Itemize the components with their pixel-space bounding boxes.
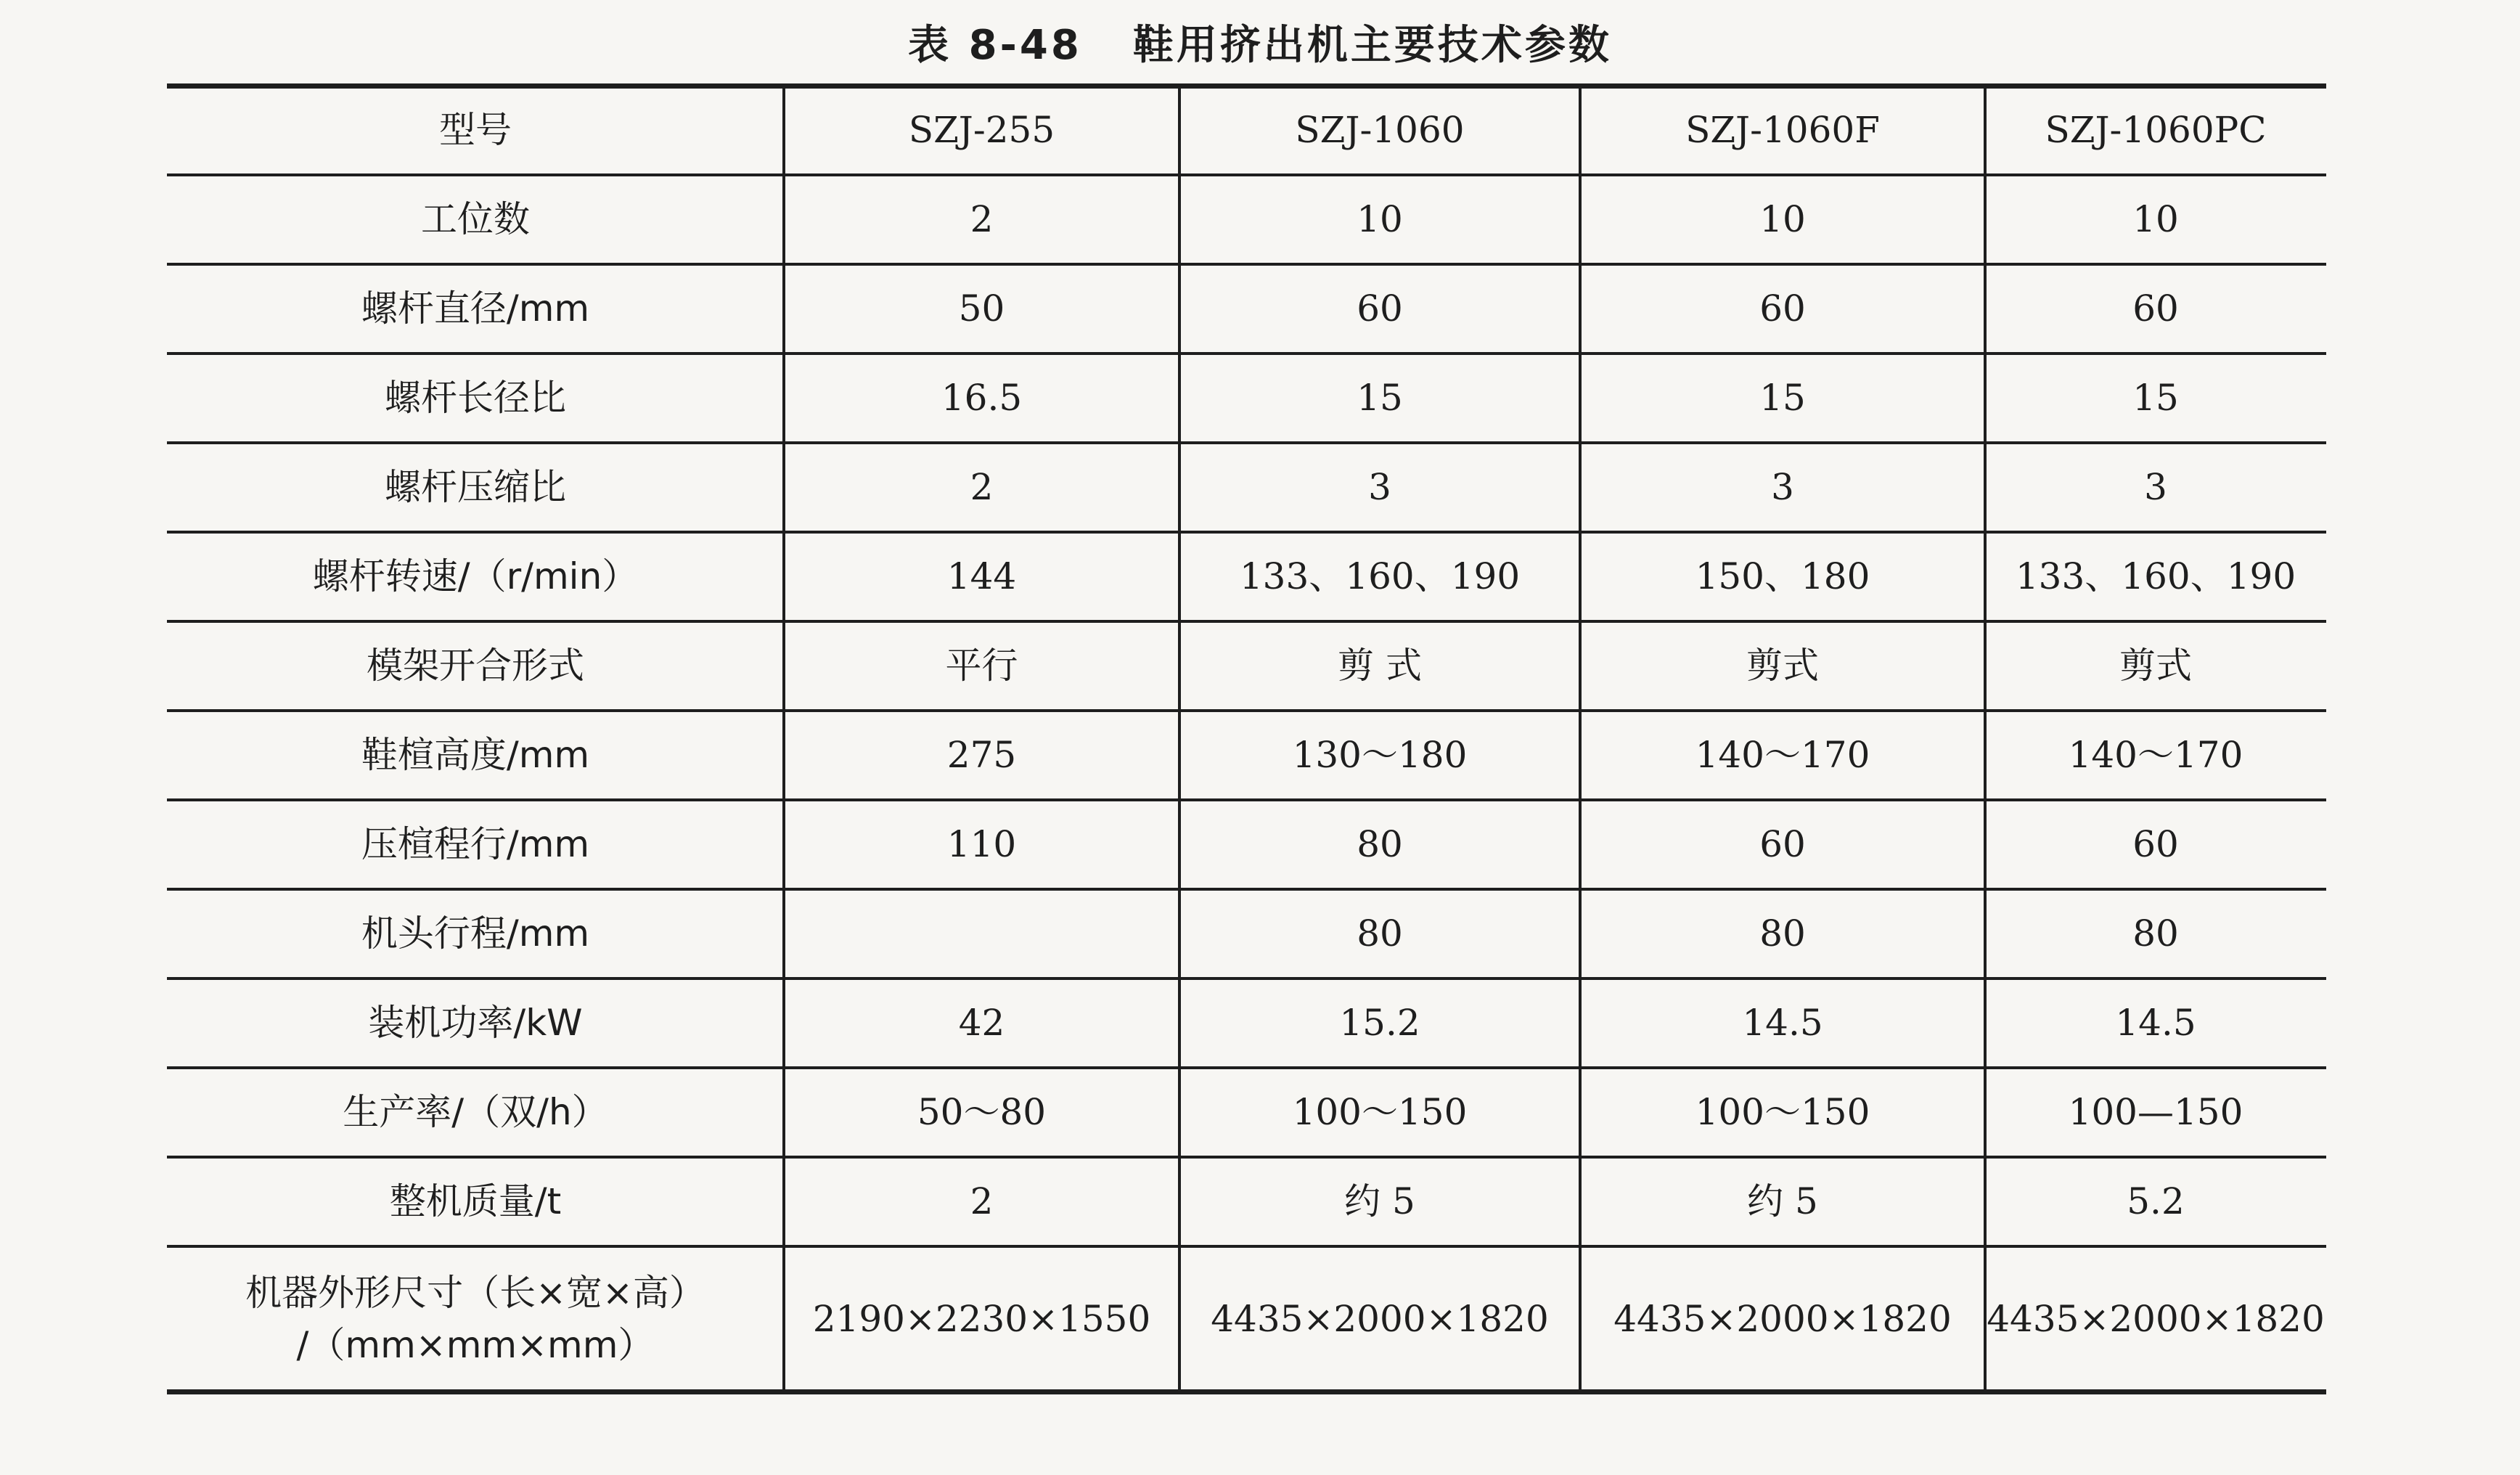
table-cell: 60 [2132,823,2179,866]
table-number: 表 8-48 [908,22,1082,69]
row-label: 模架开合形式 [367,645,584,687]
table-cell: 平行 [945,645,1018,687]
table-cell: 130～180 [1292,734,1468,777]
table-caption: 鞋用挤出机主要技术参数 [1132,22,1612,69]
table-cell: 80 [2132,912,2179,955]
table-cell: 100～150 [1695,1091,1870,1134]
table-cell: 100—150 [2068,1091,2243,1134]
table-title [0,13,2520,78]
table-cell: 42 [958,1002,1005,1045]
table-cell: 16.5 [941,377,1023,420]
table-cell: 15 [2132,377,2179,420]
table-cell: 133、160、190 [2015,555,2296,598]
row-label: 螺杆长径比 [385,377,566,420]
table-cell: 133、160、190 [1239,555,1521,598]
header-model: SZJ-1060 [1295,109,1465,152]
table-cell: 剪式 [2119,645,2192,687]
table-cell: 约 5 [1747,1180,1818,1223]
table-cell: 3 [2144,466,2167,509]
table-cell: 80 [1357,912,1403,955]
header-model: SZJ-1060PC [2045,109,2267,152]
row-label: 压楦程行/mm [361,823,590,866]
table-cell: 100～150 [1292,1091,1468,1134]
row-label: 鞋楦高度/mm [361,734,590,777]
table-cell: 10 [2132,198,2179,241]
table-cell: 140～170 [1695,734,1870,777]
table-cell: 110 [946,823,1017,866]
table-cell: 约 5 [1344,1180,1415,1223]
header-model: SZJ-255 [908,109,1055,152]
table-cell: 60 [1357,287,1403,330]
table-cell: 剪式 [1746,645,1819,687]
table-cell: 2 [970,198,994,241]
table-cell: 15 [1357,377,1403,420]
table-cell: 2 [970,466,994,509]
table-cell: 4435×2000×1820 [1613,1297,1952,1340]
table-cell: 50 [958,287,1005,330]
header-model: SZJ-1060F [1685,109,1880,152]
header-label: 型号 [439,109,512,152]
table-cell: 14.5 [1742,1002,1823,1045]
row-label: 螺杆压缩比 [385,466,566,509]
table-cell: 14.5 [2115,1002,2196,1045]
table-cell: 15.2 [1339,1002,1420,1045]
table-cell: 80 [1357,823,1403,866]
row-label: 生产率/（双/h） [343,1091,608,1134]
table-cell: 2 [970,1180,994,1223]
row-label: 装机功率/kW [368,1002,583,1045]
row-label: 螺杆转速/（r/min） [312,555,639,598]
table-cell: 275 [946,734,1017,777]
table-cell [784,889,1179,978]
table-cell: 4435×2000×1820 [1211,1297,1549,1340]
table-cell: 5.2 [2127,1180,2185,1223]
table-cell: 剪 式 [1338,645,1422,687]
table-cell: 3 [1771,466,1794,509]
table-cell: 144 [946,555,1017,598]
table-cell: 140～170 [2068,734,2243,777]
table-cell: 80 [1759,912,1806,955]
row-label: 螺杆直径/mm [361,287,590,330]
table-cell: 60 [2132,287,2179,330]
table-cell: 50～80 [917,1091,1047,1134]
table-cell: 3 [1368,466,1391,509]
table-cell: 60 [1759,287,1806,330]
table-cell: 15 [1759,377,1806,420]
row-label: 机头行程/mm [361,912,590,955]
table-cell: 10 [1759,198,1806,241]
table-cell: 2190×2230×1550 [812,1297,1151,1340]
row-label: 整机质量/t [389,1180,562,1223]
row-label: 机器外形尺寸（长×宽×高） /（mm×mm×mm） [245,1271,705,1366]
table-cell: 150、180 [1695,555,1870,598]
table-cell: 10 [1357,198,1403,241]
table-cell: 60 [1759,823,1806,866]
row-label: 工位数 [421,198,530,241]
table-cell: 4435×2000×1820 [1987,1297,2325,1340]
